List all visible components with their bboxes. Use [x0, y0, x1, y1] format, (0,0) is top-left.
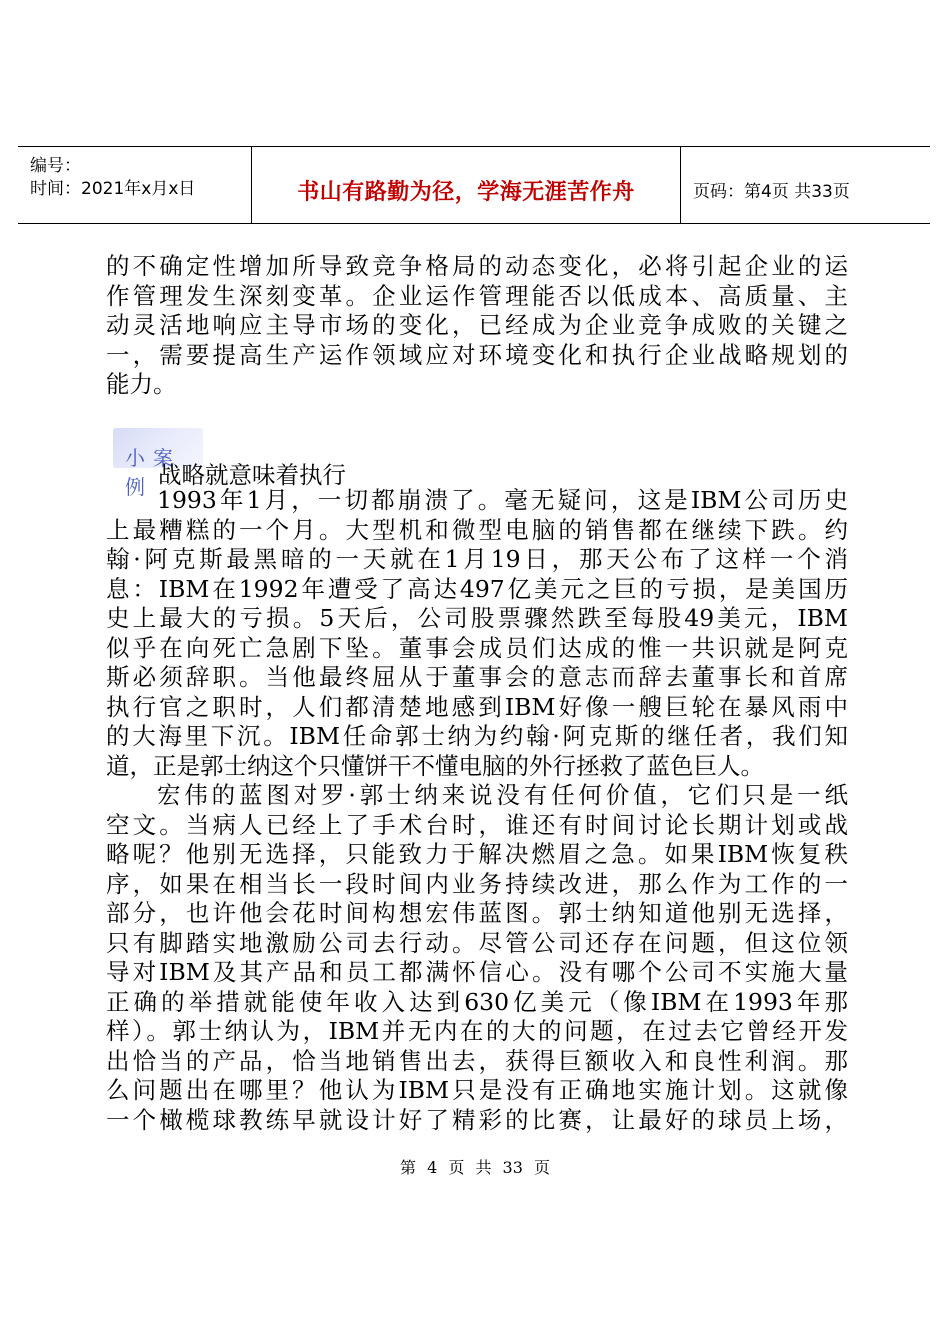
header-info-cell	[18, 147, 252, 223]
text-line: 一个橄榄球教练早就设计好了精彩的比赛，让最好的球员上场，	[106, 1105, 848, 1134]
text-line: 略呢？他别无选择，只能致力于解决燃眉之急。如果IBM恢复秩	[106, 840, 848, 868]
text-line: 序，如果在相当长一段时间内业务持续改进，那么作为工作的一	[106, 869, 848, 898]
text-line: 似乎在向死亡急剧下坠。董事会成员们达成的惟一共识就是阿克	[106, 633, 848, 662]
text-line: 翰·阿克斯最黑暗的一天就在1月19日，那天公布了这样一个消	[106, 545, 848, 573]
intro-paragraph	[106, 252, 848, 400]
text-line: 宏伟的蓝图对罗·郭士纳来说没有任何价值，它们只是一纸	[157, 781, 848, 809]
text-line: 的不确定性增加所导致竞争格局的动态变化，必将引起企业的运	[106, 252, 848, 280]
text-line: 的大海里下沉。IBM任命郭士纳为约翰·阿克斯的继任者，我们知	[106, 722, 848, 750]
text-line: 出恰当的产品，恰当地销售出去，获得巨额收入和良性利润。那	[106, 1046, 848, 1075]
header-motto-cell	[252, 147, 681, 223]
text-line: 导对IBM及其产品和员工都满怀信心。没有哪个公司不实施大量	[106, 958, 848, 986]
text-line: 作管理发生深刻变革。企业运作管理能否以低成本、高质量、主	[106, 281, 848, 310]
text-line: 动灵活地响应主导市场的变化，已经成为企业竞争成败的关键之	[106, 311, 848, 339]
document-header	[18, 146, 930, 224]
text-line: 空文。当病人已经上了手术台时，谁还有时间讨论长期计划或战	[106, 810, 848, 839]
text-line: 只有脚踏实地激励公司去行动。尽管公司还存在问题，但这位领	[106, 928, 848, 957]
text-line: 样）。郭士纳认为，IBM并无内在的大的问题，在过去它曾经开发	[106, 1017, 848, 1045]
number-label: 编号：	[30, 156, 81, 176]
text-line: 能力。	[106, 370, 177, 398]
text-line: 道，正是郭士纳这个只懂饼干不懂电脑的外行拯救了蓝色巨人。	[106, 751, 764, 780]
text-line: 正确的举措就能使年收入达到630亿美元（像IBM在1993年那	[106, 987, 848, 1016]
date-label: 时间：2021年x月x日	[30, 179, 196, 199]
case-study-badge-label: 小案例	[125, 446, 181, 499]
text-line: 息：IBM在1992年遭受了高达497亿美元之巨的亏损，是美国历	[106, 574, 848, 603]
text-line: 史上最大的亏损。5天后，公司股票骤然跌至每股49美元，IBM	[106, 604, 848, 632]
text-line: 执行官之职时，人们都清楚地感到IBM好像一艘巨轮在暴风雨中	[106, 692, 848, 721]
case-body	[106, 486, 848, 1135]
case-title: 战略就意味着执行	[158, 461, 346, 489]
text-line: 斯必须辞职。当他最终屈从于董事会的意志而辞去董事长和首席	[106, 663, 848, 691]
text-line: 1993年1月，一切都崩溃了。毫无疑问，这是IBM公司历史	[157, 486, 848, 514]
motto-text: 书山有路勤为径，学海无涯苦作舟	[297, 180, 635, 205]
text-line: 上最糟糕的一个月。大型机和微型电脑的销售都在继续下跌。约	[106, 515, 848, 544]
text-line: 部分，也许他会花时间构想宏伟蓝图。郭士纳知道他别无选择，	[106, 899, 848, 927]
page-code: 页码：第4页 共33页	[693, 182, 850, 202]
text-line: 一，需要提高生产运作领域应对环境变化和执行企业战略规划的	[106, 340, 848, 369]
text-line: 么问题出在哪里？他认为IBM只是没有正确地实施计划。这就像	[106, 1076, 848, 1104]
page-footer: 第 4 页 共 33 页	[400, 1158, 550, 1177]
header-page-cell	[681, 147, 930, 223]
